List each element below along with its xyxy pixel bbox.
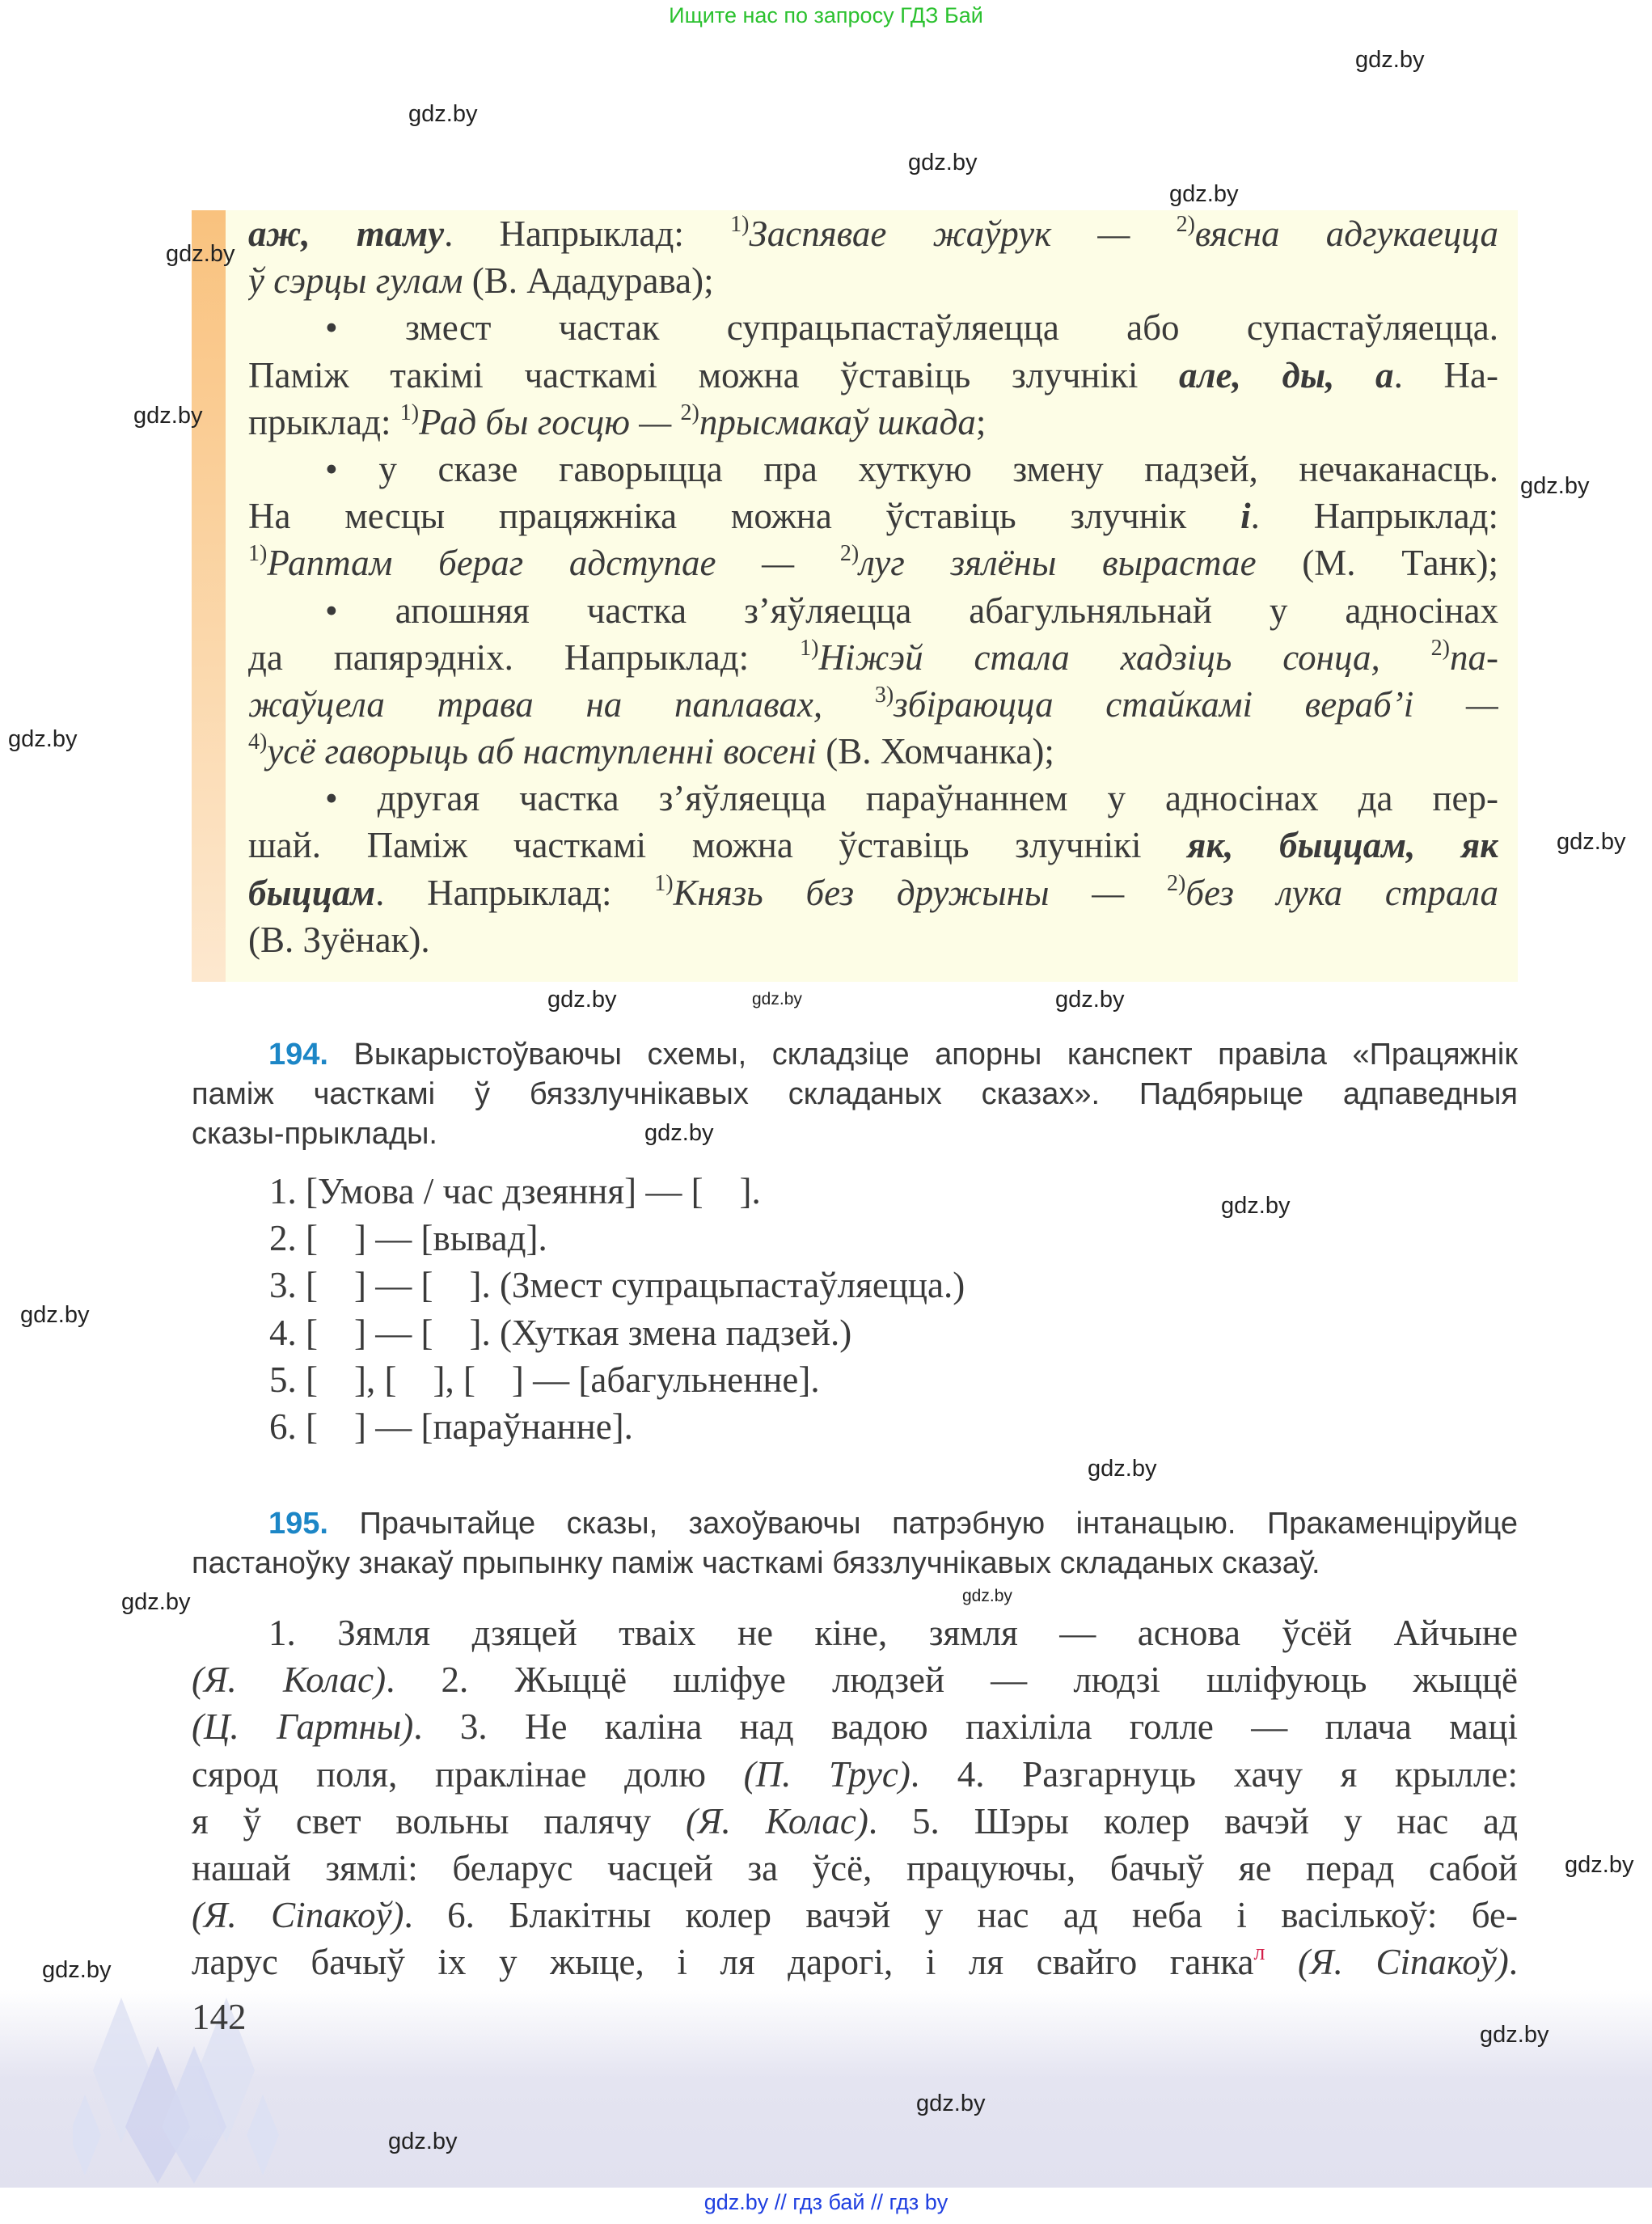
text-segment: . 2. Жыццё шліфуе людзей — людзі шліфуюць жыццё (386, 1660, 1518, 1701)
watermark: gdz.by (547, 987, 617, 1013)
text-line (248, 634, 1498, 681)
emphasis-segment: і (1240, 496, 1251, 537)
emphasis-segment: усё гаворыць аб наступленні восені (267, 731, 817, 772)
watermark: gdz.by (1520, 473, 1590, 499)
text-segment: . Напрыклад: (375, 872, 655, 913)
watermark: gdz.by (1088, 1456, 1157, 1482)
watermark: gdz.by (42, 1957, 112, 1983)
text-line (192, 1845, 1518, 1892)
emphasis-segment: без лука страла (1185, 872, 1498, 913)
exercise-195-sentences (192, 1609, 1518, 1986)
exercise-number: 195. (268, 1507, 328, 1541)
scheme-item: 5. [ ], [ ], [ ] — [абагульненне]. (269, 1359, 820, 1400)
text-line (248, 210, 1498, 257)
text-line (248, 775, 1498, 822)
exercise-194-line: паміж часткамі ў бяззлучнікавых складаных сказах». Падбярыце адпаведныя (192, 1077, 1518, 1111)
emphasis-segment: але, ды, а (1179, 354, 1394, 395)
emphasis-segment: вясна адгукаецца (1194, 214, 1498, 254)
watermark: gdz.by (1055, 987, 1125, 1013)
watermark: gdz.by (408, 101, 478, 127)
footer-links[interactable]: gdz.by // гдз бай // гдз by (703, 2190, 949, 2214)
text-line (192, 1798, 1518, 1845)
text-line (248, 587, 1498, 634)
footnote-marker: 2) (1430, 635, 1450, 661)
scheme-list (269, 1168, 965, 1450)
text-line (248, 681, 1498, 728)
scheme-item: 6. [ ] — [параўнанне]. (269, 1406, 633, 1447)
emphasis-segment: (Я. Сіпакоў) (1298, 1942, 1509, 1983)
watermark: gdz.by (133, 403, 203, 429)
watermark: gdz.by (1557, 829, 1626, 855)
exercise-text: Выкарыстоўваючы схемы, складзіце апорны канспект правіла «Працяжнік (327, 1038, 1518, 1072)
text-segment: 1. Зямля дзяцей тваіх не кіне, зямля — аснова ўсёй Айчыне (268, 1613, 1518, 1653)
exercise-text: Прачытайце сказы, захоўваючы патрэбную інтанацыю. Пракаменціруйце (327, 1507, 1518, 1541)
text-segment: Паміж такімі часткамі можна ўставіць злучнікі (248, 354, 1180, 395)
watermark: gdz.by (1355, 47, 1425, 73)
footnote-marker: 4) (248, 729, 268, 755)
emphasis-segment: прысмакаў шкада (699, 401, 976, 442)
text-segment: • змест частак супрацьпастаўляецца або супастаўляецца. (325, 307, 1498, 349)
watermark: gdz.by (121, 1589, 191, 1615)
text-line (248, 304, 1498, 351)
text-line (248, 493, 1498, 539)
footnote-marker: 1) (800, 635, 819, 661)
exercise-195-line: пастаноўку знакаў прыпынку паміж часткамі бяззлучнікавых складаных сказаў. (192, 1546, 1320, 1580)
emphasis-segment: Заспявае жаўрук — (749, 214, 1177, 254)
emphasis-segment: (Ц. Гартны) (192, 1706, 414, 1748)
text-segment: . Напрыклад: (1250, 496, 1498, 537)
watermark: gdz.by (908, 150, 978, 175)
text-segment: ; (975, 401, 987, 442)
scheme-item: 2. [ ] — [вывад]. (269, 1218, 547, 1259)
watermark: gdz.by (1480, 2022, 1549, 2048)
exercise-195-line (192, 1504, 1518, 1544)
text-segment: (В. Ададурава); (463, 260, 714, 302)
emphasis-segment: (Я. Колас) (685, 1800, 868, 1841)
emphasis-segment: Князь без дружыны — (673, 872, 1168, 913)
text-segment: я ў свет вольны палячу (192, 1800, 686, 1841)
emphasis-segment: (П. Трус) (743, 1753, 911, 1795)
watermark: gdz.by (1565, 1852, 1634, 1878)
scheme-item: 1. [Умова / час дзеяння] — [ ]. (269, 1171, 761, 1211)
text-line (248, 728, 1054, 775)
footnote-marker: 1) (654, 870, 674, 896)
search-hint: Ищите нас по запросу ГДЗ Бай (669, 3, 983, 27)
text-line (248, 257, 714, 304)
text-segment: шай. Паміж часткамі можна ўставіць злучнікі (248, 825, 1188, 866)
footnote-marker: 2) (839, 541, 860, 567)
text-segment: прыклад: (248, 401, 400, 442)
text-segment: ларус бачыў іх у жыце, і ля дарогі, і ля свайго ганка (192, 1942, 1254, 1983)
text-segment: . Напрыклад: (444, 214, 731, 254)
text-segment: . На- (1393, 354, 1498, 395)
text-line (248, 822, 1498, 869)
watermark: gdz.by (8, 726, 78, 752)
footnote-marker: 1) (730, 212, 750, 237)
watermark: gdz.by (644, 1120, 714, 1146)
watermark: gdz.by (916, 2091, 986, 2116)
watermark: gdz.by (962, 1587, 1012, 1605)
footnote-marker: 2) (680, 400, 699, 425)
scheme-item: 3. [ ] — [ ]. (Змест супрацьпастаўляецца.) (269, 1265, 965, 1306)
text-line (192, 1892, 1518, 1939)
text-segment: да папярэдніх. Напрыклад: (248, 636, 801, 678)
exercise-194 (192, 1035, 1518, 1154)
page-number: 142 (192, 1997, 247, 2037)
emphasis-segment: па- (1450, 636, 1498, 678)
watermark: gdz.by (1169, 181, 1239, 207)
text-line (248, 869, 1498, 916)
footnote-marker: 2) (1167, 870, 1186, 896)
text-line (248, 539, 1498, 586)
text-line (192, 1703, 1518, 1750)
footnote-marker: л (1253, 1940, 1265, 1966)
diamond-decoration-icon (73, 1998, 283, 2184)
emphasis-segment: аж, таму (248, 214, 445, 254)
text-line (192, 1656, 1518, 1703)
rule-box (192, 210, 1518, 982)
text-segment (1265, 1942, 1298, 1982)
exercise-195 (192, 1504, 1518, 1583)
exercise-194-line: сказы-прыклады. (192, 1117, 437, 1151)
emphasis-segment: ў сэрцы гулам (248, 260, 463, 302)
text-segment: . 3. Не каліна над вадою пахіліла голле — плача маці (413, 1706, 1518, 1748)
scheme-item: 4. [ ] — [ ]. (Хуткая змена падзей.) (269, 1312, 852, 1353)
text-segment: На месцы працяжніка можна ўставіць злучнік (248, 496, 1241, 537)
exercise-194-line (192, 1035, 1518, 1075)
watermark: gdz.by (1221, 1193, 1291, 1219)
text-segment: (В. Хомчанка); (816, 731, 1054, 772)
text-segment: . 6. Блакітны колер вачэй у нас ад неба і васількоў: бе- (403, 1895, 1518, 1936)
text-segment: . 4. Разгарнуць хачу я крылле: (910, 1753, 1518, 1795)
emphasis-segment: Рад бы госцю — (419, 401, 681, 442)
emphasis-segment: (Я. Колас) (192, 1660, 387, 1701)
watermark: gdz.by (388, 2129, 458, 2154)
watermark: gdz.by (166, 241, 235, 267)
text-line (248, 916, 430, 963)
emphasis-segment: луг зялёны вырастае (859, 543, 1257, 584)
text-segment: сярод поля, праклінае долю (192, 1753, 744, 1795)
text-segment: • у сказе гаворыцца пра хуткую змену падзей, нечаканасць. (325, 448, 1498, 489)
emphasis-segment: быццам (248, 872, 376, 913)
text-segment: (М. Танк); (1256, 543, 1498, 584)
text-line (248, 352, 1498, 399)
watermark: gdz.by (752, 990, 802, 1008)
footnote-marker: 3) (874, 682, 894, 708)
text-line (192, 1939, 1518, 1985)
emphasis-segment: як, быццам, як (1187, 825, 1498, 866)
text-segment: • другая частка з’яўляецца параўнаннем у адносінах да пер- (325, 778, 1498, 819)
emphasis-segment: збіраюцца стайкамі вераб’і — (894, 683, 1498, 725)
footnote-marker: 1) (399, 400, 420, 425)
emphasis-segment: жаўцела трава на паплавах, (248, 683, 875, 725)
text-segment: . 5. Шэры колер вачэй у нас ад (868, 1800, 1518, 1841)
text-segment: нашай зямлі: беларус часцей за ўсё, працуючы, бачыў яе перад сабой (192, 1847, 1518, 1888)
text-segment: (В. Зуёнак). (248, 919, 430, 960)
rule-box-accent-strip (192, 210, 226, 982)
exercise-number: 194. (268, 1038, 328, 1072)
text-segment: . (1508, 1942, 1518, 1983)
text-line (192, 1609, 1518, 1656)
text-segment: • апошняя частка з’яўляецца абагульняльнай у адносінах (325, 590, 1498, 631)
watermark: gdz.by (20, 1302, 90, 1328)
text-line (248, 446, 1498, 493)
text-line (192, 1751, 1518, 1798)
emphasis-segment: (Я. Сіпакоў) (192, 1895, 404, 1936)
rule-box-text (248, 210, 1498, 963)
emphasis-segment: Ніжэй стала хадзіць сонца, (818, 636, 1431, 678)
text-line (248, 399, 986, 446)
emphasis-segment: Раптам бераг адступае — (267, 543, 840, 584)
footnote-marker: 2) (1176, 212, 1195, 237)
footnote-marker: 1) (248, 541, 268, 567)
